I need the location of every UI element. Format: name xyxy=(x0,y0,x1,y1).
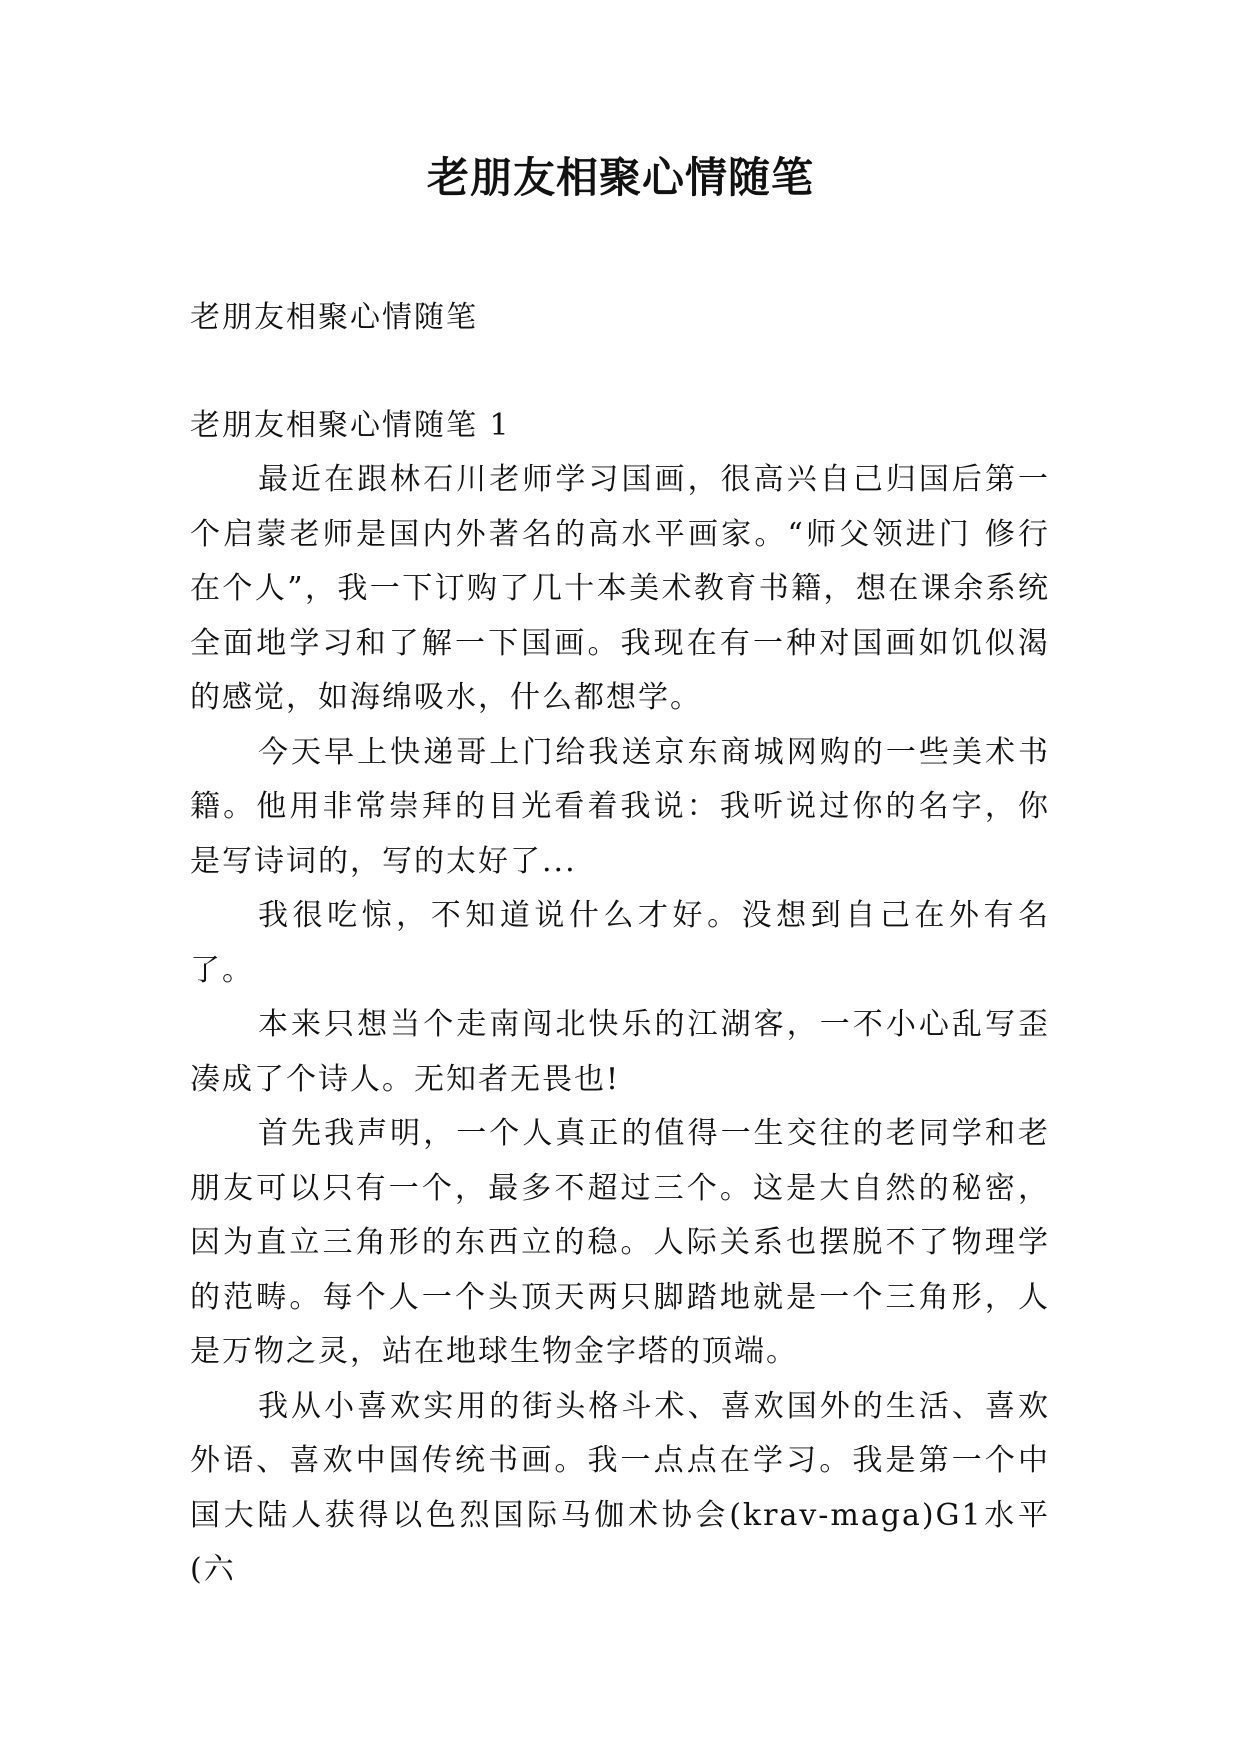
document-body xyxy=(190,291,1050,1598)
paragraph-1: 最近在跟林石川老师学习国画，很高兴自己归国后第一个启蒙老师是国内外著名的高水平画家。“师父领进门 修行在个人”，我一下订购了几十本美术教育书籍，想在课余系统全面地学习和了解一下国画。我现在有一种对国画如饥似渴的感觉，如海绵吸水，什么都想学。 xyxy=(190,462,1050,715)
document-subtitle: 老朋友相聚心情随笔 xyxy=(190,300,478,335)
paragraph-5: 首先我声明，一个人真正的值得一生交往的老同学和老朋友可以只有一个，最多不超过三个。这是大自然的秘密，因为直立三角形的东西立的稳。人际关系也摆脱不了物理学的范畴。每个人一个头顶天两只脚踏地就是一个三角形，人是万物之灵，站在地球生物金字塔的顶端。 xyxy=(190,1116,1050,1369)
paragraph-2: 今天早上快递哥上门给我送京东商城网购的一些美术书籍。他用非常崇拜的目光看着我说：我听说过你的名字，你是写诗词的，写的太好了... xyxy=(190,734,1050,879)
document-title: 老朋友相聚心情随笔 xyxy=(426,153,814,202)
paragraph-4: 本来只想当个走南闯北快乐的江湖客，一不小心乱写歪凑成了个诗人。无知者无畏也! xyxy=(190,1007,1050,1097)
paragraph-3: 我很吃惊，不知道说什么才好。没想到自己在外有名了。 xyxy=(190,898,1050,988)
section-heading: 老朋友相聚心情随笔 1 xyxy=(190,407,511,443)
paragraph-6: 我从小喜欢实用的街头格斗术、喜欢国外的生活、喜欢外语、喜欢中国传统书画。我一点点在学习。我是第一个中国大陆人获得以色烈国际马伽术协会(krav-maga)G1水平(六 xyxy=(190,1388,1050,1587)
